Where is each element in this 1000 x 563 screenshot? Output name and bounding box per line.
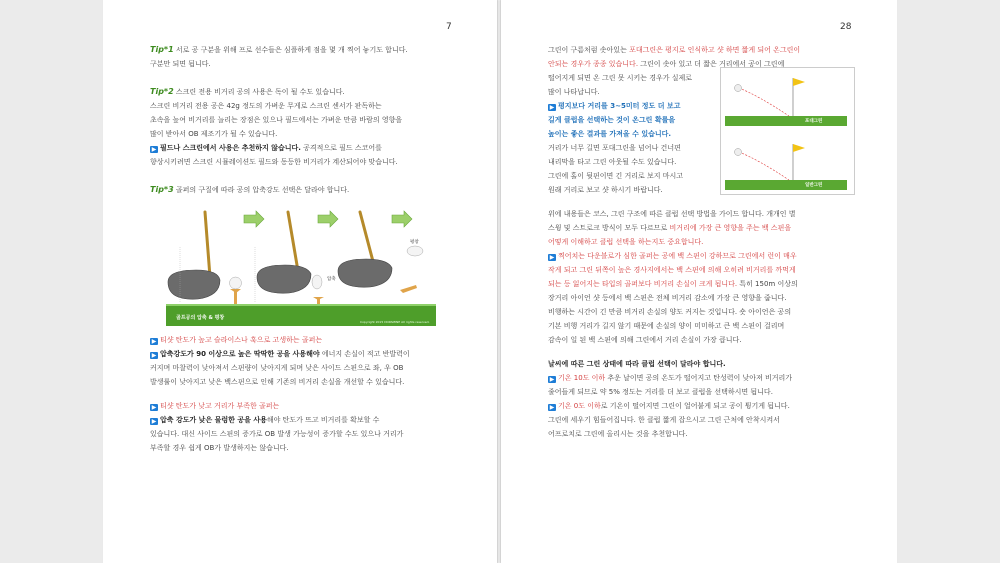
arrow-icon: ▶ xyxy=(549,254,555,261)
figure-copyright: Copyright 2015 DOPAMINE All rights reserved. xyxy=(360,320,430,324)
right-page xyxy=(501,0,897,563)
arrow-icon: ▶ xyxy=(151,404,157,411)
figure-caption: 골프공의 압축 & 평창 xyxy=(176,315,225,321)
tip-label: Tip*2 xyxy=(150,87,174,96)
arrow-icon: ▶ xyxy=(151,352,157,359)
weather-heading: 날씨에 따른 그린 상태에 따라 클럽 선택이 달라야 합니다. xyxy=(548,360,726,368)
tip2: Tip*2 스크린 전용 비거리 공의 사용은 독이 될 수도 있습니다. xyxy=(150,87,345,96)
tip-label: Tip*1 xyxy=(150,45,174,54)
right-page-content: 그린이 구름처럼 솟아있는 포대그린은 평지로 인식하고 샷 하면 짧게 되어 온그린이 안되는 경우가 종종 있습니다. 그린이 솟아 있고 더 짧은 거리에서 공이 그린에 떨어지게 되면 온 그린 못 시키는 경우가 실제로 많이 나타납니다. ▶ 평지보다 거리를 3~5미터 정도 더 보고 길게 클럽을 선택하는 것이 온그린 확률을 높이는 좋은 결과를 가져올 수 있습니다. 거리가 너무 길면 포대그린을 넘어나 건너편 내리막을 타고 그린 아웃될 수도 있습니다. 그린에 홀이 뒷핀이면 긴 거리로 보지 마시고 원래 거리로 보고 샷 하시기 바랍니다. 위에 내용들은 코스, 그린 구조에 따른 클럽 선택 방법을 가이드 합니다. 개개인 별 스윙 및 스트로크 방식이 모두 다르므로 비거리에 가장 큰 영향을 주는 백 스핀을 어떻게 이해하고 클럽 선택을 하는지도 중요합니다. ▶ 찍어치는 다운블로가 심한 골퍼는 공에 백 스핀이 강하므로 그린에서 런이 매우 작게 되고 그린 뒤쪽이 높은 경사지에서는 백 스핀에 의해 오히려 비거리를 까먹게 되는 등 잃어지는 타입의 골퍼보다 비거리 손실이 크게 됩니다. 특히 150m 이상의 장거리 아이언 샷 등에서 백 스핀은 전체 비거리 감소에 가장 큰 영향을 줍니다. 비행하는 시간이 긴 만큼 비거리 손실의 양도 커지는 것입니다. 숏 아이언은 공의 기본 비행 거리가 길지 않기 때문에 손실의 양이 미미하고 큰 백 스핀이 걸리며 감속이 일 된 백 스핀에 의해 그린에서 거리 손실이 가장 큽니다. 날씨에 따른 그린 상태에 따라 클럽 선택이 달라야 합니다. ▶ 기온 10도 이하 추운 날이면 공의 온도가 떨어지고 탄성력이 낮아져 비거리가 줄어들게 되므로 약 5% 정도는 거리를 더 보고 클럽을 선택하시면 됩니다. ▶ 기온 0도 이하로 기온이 떨어지면 그린이 얼어붙게 되고 공이 튕기게 됩니다. 그린에 세우기 힘들어집니다. 한 클럽 짧게 잡으시고 그린 근처에 안착시켜서 어프로치로 그린에 올리시는 것을 추천합니다. xyxy=(548,43,848,441)
left-page xyxy=(103,0,497,563)
section1-heading: ▶ 티샷 탄도가 높고 슬라이스나 훅으로 고생하는 골퍼는 xyxy=(151,336,323,345)
normal-green-label: 일반그린 xyxy=(805,183,823,188)
tip3: Tip*3 골퍼의 구질에 따라 공의 압축강도 선택은 달라야 합니다. xyxy=(150,185,350,194)
arrow-icon: ▶ xyxy=(549,104,555,111)
arrow-icon: ▶ xyxy=(151,146,157,153)
tip1: Tip*1 서로 공 구분을 위해 프로 선수들은 심플하게 점을 몇 개 찍어 놓기도 합니다. xyxy=(150,45,408,54)
arrow-icon: ▶ xyxy=(151,418,157,425)
svg-text:평창: 평창 xyxy=(410,240,419,245)
arrow-icon: ▶ xyxy=(151,338,157,345)
arrow-icon: ▶ xyxy=(549,404,555,411)
page-number: 28 xyxy=(840,22,852,32)
intro-wrapped-text: 떨어지게 되면 온 그린 못 시키는 경우가 실제로 많이 나타납니다. ▶ 평지보다 거리를 3~5미터 정도 더 보고 길게 클럽을 선택하는 것이 온그린 확률을 높이는 좋은 결과를 가져올 수 있습니다. 거리가 너무 길면 포대그린을 넘어나 건너편 내리막을 타고 그린 아웃될 수도 있습니다. 그린에 홀이 뒷핀이면 긴 거리로 보지 마시고 원래 거리로 보고 샷 하시기 바랍니다. xyxy=(548,74,693,194)
section2-heading: ▶ 티샷 탄도가 낮고 거리가 부족한 골퍼는 xyxy=(151,402,280,411)
tip2-warning: ▶ 필드나 스크린에서 사용은 추천하지 않습니다. 공격적으로 필드 스코어를 xyxy=(151,144,382,153)
page-number: 7 xyxy=(446,22,452,32)
elevated-green-label: 포대그린 xyxy=(805,119,823,124)
golf-compression-illustration xyxy=(160,207,443,325)
svg-text:압축: 압축 xyxy=(327,277,336,282)
left-page-content: Tip*1 서로 공 구분을 위해 프로 선수들은 심플하게 점을 몇 개 찍어 놓기도 합니다. 구분만 되면 됩니다. Tip*2 스크린 전용 비거리 공의 사용은 독이 될 수도 있습니다. 스크린 비거리 전용 공은 42g 정도의 가벼운 무게로 스크린 센서가 판독하는 초속을 높여 비거리를 늘리는 장점은 있으나 필드에서는 가벼운 만큼 바람의 영향을 많이 받아서 OB 제조기가 될 수 있습니다. ▶ 필드나 스크린에서 사용은 추천하지 않습니다. 공격적으로 필드 스코어를 향상시키려면 스크린 시뮬레이션도 필드와 동등한 비거리가 계산되어야 맞습니다. Tip*3 골퍼의 구질에 따라 공의 압축강도 선택은 달라야 합니다. 압축 평창 골프공의 압축 & 평창 Copyright 2015 DOPAMINE All rights reserved. ▶ 티샷 탄도가 높고 슬라이스나 훅으로 고생하는 골퍼는 ▶ 압축강도가 90 이상으로 높은 딱딱한 공을 사용해야 에너지 손실이 적고 반발력이 커지며 마찰력이 낮아져서 스핀량이 낮아지게 되며 낮은 사이드 스핀으로 좌, 우 OB 발생률이 낮아지고 낮은 백스핀으로 인해 기존의 비거리 손실을 개선할 수 있습니다. ▶ 티샷 탄도가 낮고 거리가 부족한 골퍼는 ▶ 압축 강도가 낮은 물렁한 공을 사용해야 탄도가 뜨고 비거리를 확보할 수 있습니다. 대신 사이드 스핀의 증가로 OB 발생 가능성이 증가할 수도 있으나 거리가 부족할 경우 쉽게 OB가 발생하지는 않습니다. xyxy=(150,43,450,455)
arrow-icon: ▶ xyxy=(549,376,555,383)
tip-label: Tip*3 xyxy=(150,185,174,194)
